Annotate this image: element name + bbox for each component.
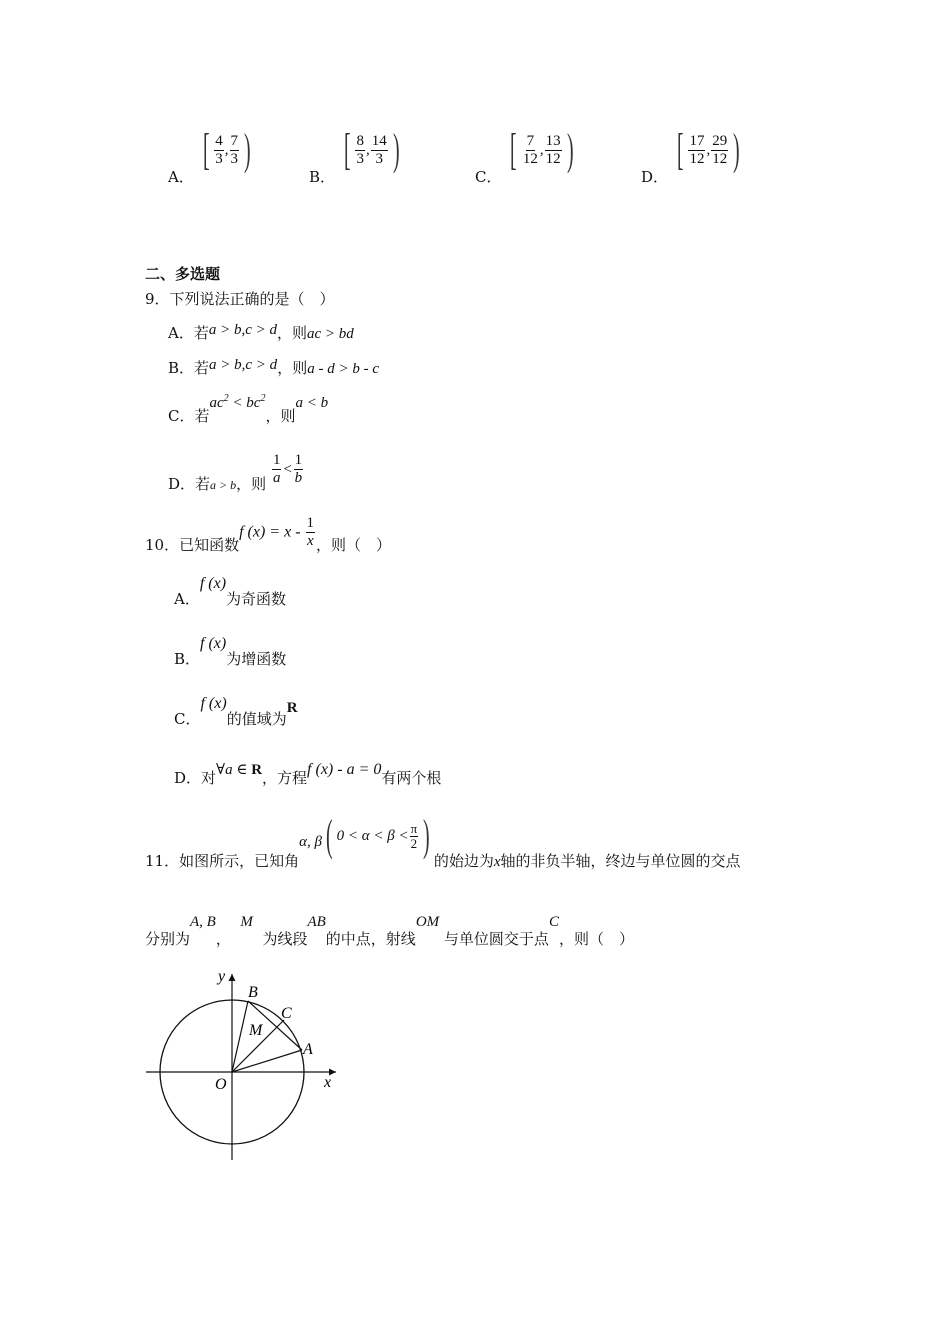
frac-den: 3 [215,150,223,167]
q11-line1: 11．如图所示，已知角α, β ( 0 < α < β < $\frac{\pi}{2}$ ) 的始边为x轴的非负半轴，终边与单位圆的交点 [145,811,741,870]
frac-num: 8 [356,132,364,149]
label-o: O [215,1076,227,1093]
q10-option-b: B．f (x)为增函数 [174,635,287,668]
q9-stem: 9．下列说法正确的是（ ） [145,290,335,308]
ray-ob [232,1001,248,1072]
label-b: B [248,984,258,1001]
q8-option-a: A． [ $\frac{4}{3}$ , $\frac{7}{3}$ ) [168,125,251,186]
q8-option-b: B． [ $\frac{8}{3}$ , $\frac{14}{3}$ ) [309,125,400,186]
frac-num: 29 [712,132,728,149]
q11-line2: 分别为A, B， M 为线段AB的中点，射线OM 与单位圆交于点C，则（ ） [145,914,634,948]
q9-option-b: B．若a > b,c > d，则a - d > b - c [168,357,379,377]
frac-num: 7 [230,132,239,149]
q10-option-d: D．对∀a ∈ R，方程f (x) - a = 0有两个根 [174,761,442,787]
label-y: y [218,968,226,985]
frac-den: 3 [356,150,364,167]
q8-option-d: D． [ $\frac{17}{12}$ , $\frac{29}{12}$ ) [641,125,740,186]
frac-den: 12 [522,150,538,167]
q9-option-c: C．若$ac^2 < bc^2$，则a < b [168,393,329,425]
frac-num: 13 [545,132,561,149]
frac-num: 14 [371,132,387,149]
label-c: C [281,1005,292,1022]
q9-option-d: D．若$_{a > b}$，则 $\frac{1}{a}$ < $\frac{1}{b}$ [168,452,303,493]
frac-den: 3 [230,150,239,167]
frac-den: 3 [375,150,383,167]
frac-num: 4 [215,132,223,149]
frac-den: 12 [545,150,561,167]
label-m: M [249,1022,263,1039]
q10-option-a: A．f (x)为奇函数 [174,575,287,608]
q9-option-a: A．若a > b,c > d，则ac > bd [168,322,354,342]
frac-den: 12 [712,150,728,167]
q8-option-c: C． [ $\frac{7}{12}$ , $\frac{13}{12}$ ) [475,125,574,186]
unit-circle-figure [140,960,355,1165]
frac-num: 7 [526,132,535,149]
frac-num: 17 [689,132,705,149]
q10-option-c: C．f (x)的值域为R [174,695,298,728]
section-title: 二、多选题 [145,265,221,283]
label-x: x [324,1074,332,1091]
frac-den: 12 [689,150,705,167]
label-a: A [303,1041,313,1058]
q10-stem: 10．已知函数f (x) = x - $\frac{1}{x}$ ，则（ ） [145,515,392,554]
